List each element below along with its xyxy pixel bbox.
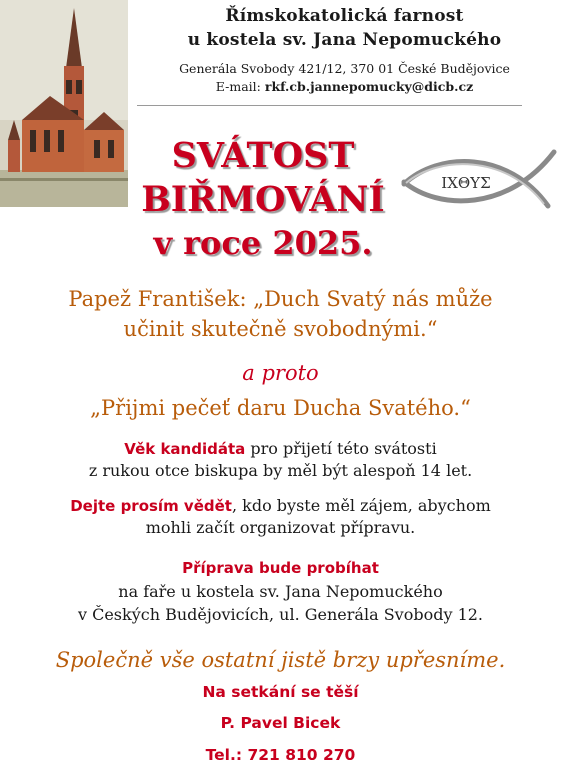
age-paragraph-line-1	[0, 438, 561, 460]
preparation-lead: Příprava bude probíhat	[182, 559, 379, 577]
preparation-line-2: na faře u kostela sv. Jana Nepomuckého	[118, 582, 443, 601]
parish-name: Římskokatolická farnost	[225, 6, 464, 26]
signature-greeting: Na setkání se těší	[202, 683, 359, 701]
parish-address: Generála Svobody 421/12, 370 01 České Budějovice	[179, 61, 510, 76]
ichthys-text: ΙΧΘΥΣ	[441, 174, 491, 192]
age-paragraph-line-2: z rukou otce biskupa by měl být alespoň 14 let.	[88, 461, 473, 480]
connector-text: a proto	[242, 361, 319, 385]
pope-quote-line-1: Papež František: „Duch Svatý nás může	[68, 287, 493, 311]
signature-phone: Tel.: 721 810 270	[205, 746, 356, 764]
sacrament-quote: „Přijmi pečeť daru Ducha Svatého.“	[90, 396, 471, 420]
notice-rest: , kdo byste měl zájem, abychom	[231, 496, 491, 515]
closing-line: Společně vše ostatní jistě brzy upřesníme.	[55, 648, 506, 672]
notice-lead: Dejte prosím vědět	[70, 497, 232, 515]
title-line-1: SVÁTOST	[171, 135, 355, 176]
notice-paragraph-line-2: mohli začít organizovat přípravu.	[145, 518, 416, 537]
ichthys-fish-icon	[398, 146, 558, 216]
header-divider	[137, 105, 522, 106]
preparation-line-3: v Českých Budějovicích, ul. Generála Svobody 12.	[77, 605, 484, 624]
email-address[interactable]: rkf.cb.jannepomucky@dicb.cz	[264, 79, 474, 94]
parish-church: u kostela sv. Jana Nepomuckého	[187, 30, 502, 50]
age-lead: Věk kandidáta	[124, 440, 246, 458]
age-rest: pro přijetí této svátosti	[245, 439, 437, 458]
signature-name: P. Pavel Bicek	[220, 714, 341, 732]
notice-paragraph-line-1	[0, 495, 561, 517]
title-line-2: BIŘMOVÁNÍ	[141, 179, 385, 220]
church-illustration	[0, 0, 128, 207]
parish-email-line	[128, 79, 561, 94]
pope-quote-line-2: učinit skutečně svobodnými.“	[123, 317, 438, 341]
title-year: v roce 2025.	[153, 224, 373, 262]
email-label: E-mail:	[215, 79, 265, 94]
